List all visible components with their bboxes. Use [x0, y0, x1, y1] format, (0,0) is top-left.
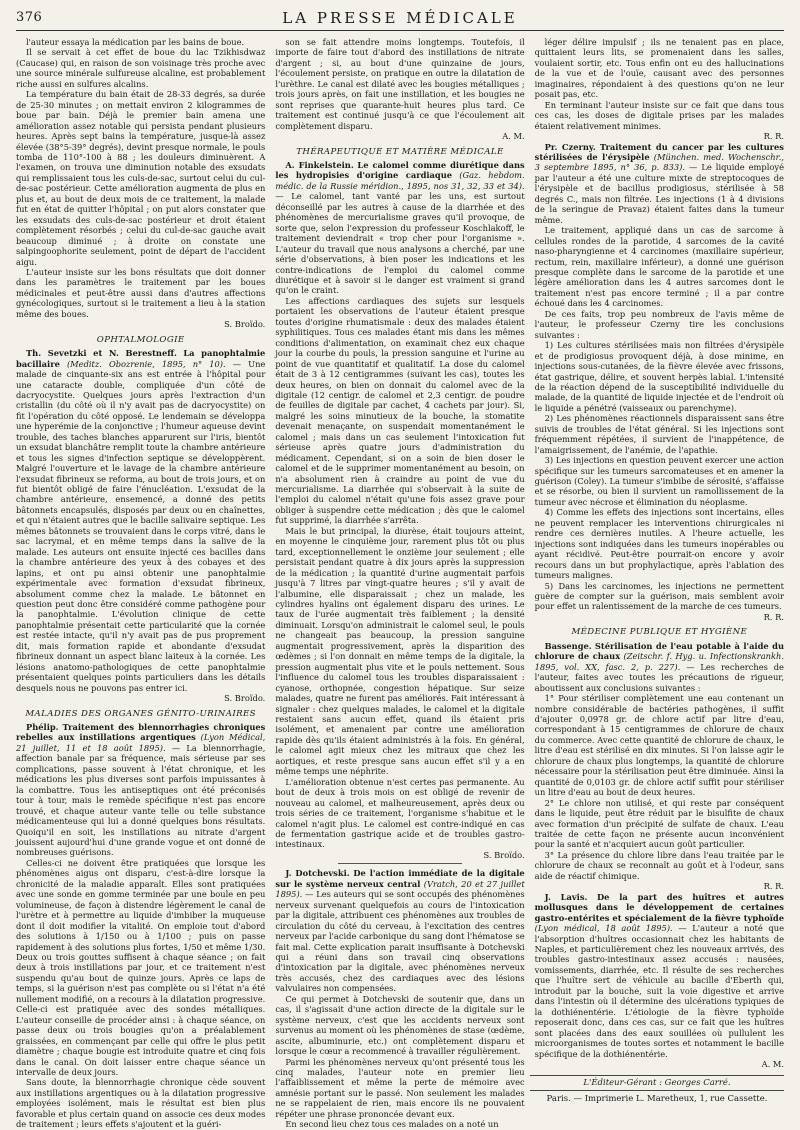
author-signature: A. M. — [761, 1058, 784, 1069]
article-author: Pr. Czerny. — [544, 141, 596, 152]
paragraph: Mais le but principal, la diurèse, était toujours atteint, en moyenne le cinquième jour, rarement plus tôt ou plus tard, exceptionnellement le onzième jour seulement ; elle persistait pendant quatre à dix jours après la suppression de la médication ; la quantité d'urine augmentait parfois jusqu'à 7 litres par vingt-quatre heures ; s'il y avait de l'albumine, elle disparaissait ; chez un malade, les cylindres hyalins ont également disparu des urines. Le taux de l'urée augmentait très faiblement ; la densité diminuait. Lorsqu'on administrait le calomel seul, le pouls ne changeait pas beaucoup, la pression sanguine augmentait progressivement, après la disparition des œdèmes ; si l'on donnait en même temps de la digitale, la pression augmentait plus vite et le pouls nettement. Sous l'influence du calomel tous les troubles disparaissaient : cyanose, orthopnée, congestion hépatique. Sur seize malades, quatre ne furent pas améliorés. Fait intéressant à signaler : chez quelques malades, le calomel et la digitale restaient sans aucun effet, quand ils étaient pris isolément, et amenaient par contre une amélioration rapide dès qu'ils étaient administrés à la fois. En général, le calomel agit mieux chez les mitraux que chez les aortiques, et reste presque sans aucun effet s'il y a en même temps une néphrite. — [275, 525, 525, 777]
section-heading: MALADIES DES ORGANES GÉNITO-URINAIRES — [25, 708, 256, 719]
article-author: Phélip. — [26, 722, 59, 732]
paragraph: 2) Les phénomènes réactionnels disparaissent sans être suivis de troubles de l'état général. Si les injections sont fréquemment répétées, il survient de l'inappétence, de l'amaigrissement, de l'anémie, de l'apathie. — [534, 413, 784, 455]
article-author: A. Finkelstein. — [285, 159, 354, 170]
editor-line: L'Éditeur-Gérant : Georges Carré. — [530, 1075, 784, 1091]
article-source: (Meditz. Obozrenie, 1895, n° 10). — [66, 358, 226, 369]
paragraph: En terminant l'auteur insiste sur ce fait que dans tous ces cas, les doses de digitale prises par les malades étaient relativement minimes. — [534, 99, 784, 131]
article-source: (München. med. Wochenschr., 3 septembre 1895, n° 36, p. 833). — [534, 151, 784, 173]
paragraph: La température du bain était de 28-33 degrés, sa durée de 25-30 minutes ; on mettait environ 2 kilogrammes de boue par bain. Déjà le premier bain amena une amélioration assez notable qui persista pendant plusieurs heures. Après sept bains la température, jusque-là assez élevée (38°5-39° degrés), devint presque normale, le pouls tomba de 110°-100 à 88 ; les douleurs diminuèrent. A l'examen, on trouva une diminution notable des exsudats qui remplissaient tous les culs-de-sac, surtout celui du cul-de-sac postérieur. Cette amélioration augmenta de plus en plus et, au bout de deux mois de ce traitement, la malade fut en état de quitter l'hôpital ; on put alors constater que les exsudats des culs-de-sac postérieur et droit étaient complètement résorbés ; celui du cul-de-sac gauche avait beaucoup diminué ; à droite on constate une salpingoophorite seulement, point de départ de l'accident aigu. — [16, 89, 266, 267]
article-title: Stérilisation de l'eau potable à l'aide du chlorure de chaux — [534, 640, 784, 662]
paragraph: De ces faits, trop peu nombreux de l'avis même de l'auteur, le professeur Czerny tire les conclusions suivantes : — [534, 308, 784, 340]
column-3 — [535, 37, 784, 1089]
page-number: 376 — [16, 10, 43, 25]
author-signature: R. R. — [763, 131, 784, 142]
article — [16, 348, 265, 693]
imprint-footer — [530, 1075, 784, 1104]
article-source: (Lyon médical, 18 août 1895). — [534, 923, 673, 934]
article-author: Th. Sevetzki et N. Berestneff. — [26, 348, 177, 359]
journal-title: LA PRESSE MÉDICALE — [282, 9, 518, 27]
author-signature: A. M. — [502, 131, 525, 142]
article-author: J. Dotchevski. — [285, 868, 350, 879]
column-2 — [275, 37, 525, 1130]
author-signature: S. Broïdo. — [224, 319, 266, 330]
paragraph: 5) Dans les carcinomes, les injections ne permettent guère de compter sur la guérison, mais semblent avoir pour effet un ralentissement de la marche de ces tumeurs. — [534, 580, 784, 612]
article-title: De la part des huîtres et autres mollusques dans le développement de certaines gastro-entérites et spécialement de la fièvre typhoïde — [534, 891, 784, 923]
article-body: — La blennorrhagie, affection banale par sa fréquence, mais sérieuse par ses complications, passe souvent à l'état chronique, et les médications les plus diverses sont parfois impuissantes à la combattre. Tous les antiseptiques ont été préconisés tour à tour, mais le remède spécifique n'est pas encore trouvé, et chaque auteur vante telle ou telle substance médicamenteuse qui lui a donné quelques bons résultats. Quoiqu'il en soit, les instillations au nitrate d'argent jouissent aujourd'hui d'une grande vogue et ont donné de nombreuses guérisons. — [16, 742, 266, 858]
article-title: Traitement des blennorrhagies chroniques rebelles aux instillations argentiques — [16, 722, 266, 743]
author-signature: R. R. — [763, 881, 784, 892]
article-body: — Les recherches de l'auteur, faites avec toutes les précautions de rigueur, aboutissent aux conclusions suivantes : — [534, 661, 784, 693]
article-body: — L'auteur a noté que l'absorption d'huîtres occasionnait chez les habitants de Naples, et particulièrement chez les nouveaux arrivés, des troubles gastro-intestinaux assez accusés : nausées, vomissements, diarrhée, etc. Il résulte de ses recherches que l'huître sert de véhicule au bacille d'Eberth qui, introduit par la bouche, suit la voie digestive et arrive dans l'intestin où il détermine des ulcérations typiques de la dothiénentérie. L'étiologie de la fièvre typhoïde reposerait donc, dans ces cas, sur ce fait que les huîtres sont placées dans des eaux souillées où pullulent les microorganismes de toutes sortes et notamment le bacille spécifique de la dothiénentérie. — [534, 923, 784, 1059]
article — [275, 868, 524, 993]
article-source: (Lyon Médical, 21 juillet, 11 et 18 août 1895). — [16, 732, 266, 753]
article — [535, 142, 784, 226]
author-signature: S. Broïdo. — [483, 849, 525, 860]
paragraph: Celles-ci ne doivent être pratiquées que lorsque les phénomènes aigus ont disparu, c'est-à-dire lorsque la chronicité de la maladie apparaît. Elles sont pratiquées avec une sonde en gomme terminée par une boule en peu volumineuse, de façon à distendre légèrement le canal de l'urètre et à permettre au liquide d'imbiber la muqueuse dont il doit modifier la vitalité. On emploie tout d'abord des solutions à 1/150 ou à 1/100 ; puis on passe rapidement à des solutions plus fortes, 1/50 et même 1/30. Deux ou trois gouttes suffisent à chaque séance ; on fait deux à trois instillations par jour, et ce traitement n'est suspendu qu'au bout de quinze jours. Après ce laps de temps, si la guérison n'est pas complète ou si l'état n'a été nullement modifié, on a recours à la dilatation progressive. Celle-ci est pratiquée avec des sondes métalliques. L'auteur conseille de procéder ainsi : à chaque séance, on passe deux ou trois bougies qu'on a préalablement graissées, en commençant par celle qui offre le plus petit diamètre ; chaque bougie est introduite quatre et cinq fois dans le canal. On doit laisser entre chaque séance un intervalle de deux jours. — [16, 857, 266, 1077]
paragraph: Il se servait à cet effet de boue du lac Tzikhisdwaz (Caucase) qui, en raison de son voisinage très proche avec une source minérale sulfureuse alcaline, est probablement riche aussi en sulfures alcalins. — [16, 47, 266, 89]
paragraph: 1) Les cultures stérilisées mais non filtrées d'érysipèle et de prodigiosus provoquent déjà, à dose minime, en injections sous-cutanées, de la fièvre élevée avec frissons, état gastrique, délire, et souvent herpès labial. L'intensité de la réaction dépend de la susceptibilité individuelle du malade, de la quantité de liquide injectée et de l'endroit où le liquide a pénétré (vaisseaux ou parenchyme). — [534, 340, 784, 413]
printer-line: Paris. — Imprimerie L. Maretheux, 1, rue Cassette. — [546, 1094, 768, 1104]
article-source: (Vratch, 20 et 27 juillet 1895). — [275, 878, 525, 900]
paragraph: L'amélioration obtenue n'est certes pas permanente. Au bout de deux à trois mois on est obligé de revenir de nouveau au calomel, et malheureusement, après deux ou trois séries de ce traitement, l'organisme s'habitue et le calomel n'agit plus. Le calomel est contre-indiqué en cas de fermentation gastrique acide et de troubles gastro-intestinaux. — [275, 776, 525, 850]
paragraph: Sans doute, la blennorrhagie chronique cède souvent aux instillations argentiques ou à la dilatation progressive employées isolément, mais le résultat est bien plus favorable et plus certain quand on associe ces deux modes de traitement ; leurs effets s'ajoutent et la guéri- — [16, 1077, 266, 1130]
article — [16, 722, 265, 858]
author-signature: S. Broïdo. — [224, 693, 266, 704]
paragraph: 3) Les injections en question peuvent exercer une action spécifique sur les tumeurs sarcomateuses et en amener la guérison (Coley). La tumeur s'imbibe de sérosité, s'affaisse et se résorbe, ou bien il survient un ramollissement de la tumeur avec nécrose et élimination du néoplasme. — [534, 455, 784, 507]
article — [535, 641, 784, 693]
paragraph: 2° Le chlore non utilisé, et qui reste par conséquent dans le liquide, peut être réduit par le bisulfite de chaux avec formation d'un précipité de sulfate de chaux. L'eau traitée de cette façon ne présente aucun inconvénient pour la santé et n'acquiert aucun goût particulier. — [534, 797, 784, 850]
article-body: — Les auteurs qui se sont occupés des phénomènes nerveux survenant quelquefois au cours de l'intoxication par la digitale, attribuent ces phénomènes aux troubles de circulation du côté du cerveau, à l'excitation des centres nerveux par l'acide carbonique du sang dont l'hématose se fait mal. Cette explication parait insuffisante à Dotchevski qui a réuni dans son travail cinq observations d'intoxication par la digitale, avec phénomènes nerveux très accusés, chez des cardiaques avec des lésions valvulaires non compensées. — [275, 889, 525, 994]
article-source: (Gaz. hebdom. médic. de la Russie méridion., 1895, nos 31, 32, 33 et 34). — [275, 170, 525, 191]
section-heading: THÉRAPEUTIQUE ET MATIÈRE MÉDICALE — [296, 146, 504, 157]
section-heading: MÉDECINE PUBLIQUE ET HYGIÈNE — [571, 627, 748, 638]
article-body: — Le calomel, tant vanté par les uns, est surtout déconseillé par les autres à cause de la diarrhée et des phénomènes de mercurialisme graves qu'il provoque, de sorte que, selon l'expression du professeur Koschlakoff, le traitement deviendrait « trop cher pour l'organisme ». L'auteur du travail que nous analysons a cherché, par une série d'observations, à bien poser les indications et les contre-indications de l'emploi du calomel comme diurétique et à savoir si le danger est vraiment si grand qu'on le craint. — [275, 191, 525, 296]
paragraph: son se fait attendre moins longtemps. Toutefois, il importe de faire tout d'abord des instillations de nitrate d'argent ; si, au bout d'une quinzaine de jours, l'écoulement persiste, on pratique en outre la dilatation de l'urèthre. Le canal est dilaté avec les bougies métalliques ; trois jours après, on fait une instillation, et les bougies ne sont reprises que quarante-huit heures plus tard. Ce traitement est continué jusqu'à ce que l'écoulement ait complètement disparu. — [275, 37, 525, 131]
author-signature: R. R. — [763, 611, 784, 622]
article-title: La panophtalmie bacillaire — [16, 348, 266, 369]
article-body: — Le liquide employé par l'auteur a été une culture mixte de streptocoques de l'érysipèle et de bacillus prodigiosus, stérilisée à 58 degrés C., mais non filtrée. Les injections (1 à 4 divisions de la seringue de Pravaz) étaient faites dans la tumeur même. — [534, 162, 784, 225]
paragraph: 3° La présence du chlore libre dans l'eau traitée par le chlorure de chaux se reconnaît au goût et à l'odeur, sans aide de réactif chimique. — [534, 849, 784, 881]
article-title: Traitement du cancer par les cultures stérilisées de l'érysipèle — [534, 141, 784, 162]
divider — [338, 863, 463, 864]
article-author: J. Lavis. — [544, 891, 588, 902]
paragraph: Parmi les phénomènes nerveux qu'ont présenté tous les cinq malades, l'auteur note en premier lieu l'affaiblissement et même la perte de mémoire avec amnésie portant sur le passé. Non seulement les malades ne se rappelaient de rien, mais encore ils ne pouvaient répéter une phrase prononcée devant eux. — [275, 1056, 525, 1119]
paragraph: l'auteur essaya la médication par les bains de boue. — [26, 37, 245, 47]
article-source: (Zeitschr. f. Hyg. u. Infectionskrankh. 1895, vol. XX, fasc. 2, p. 227). — [534, 651, 784, 672]
article-body: — Une malade de cinquante-six ans est entrée à l'hôpital pour une cataracte double, compliquée d'un côté de dacryocystite. Quelques jours après l'extraction d'un cristallin (du côté où il n'y avait pas de dacryocystite) on fit l'opération du côté opposé. Le lendemain se développa une hyperémie de la conjonctive ; l'humeur aqueuse devint trouble, des taches blanches apparurent sur l'iris, bientôt un exsudat blanchâtre remplit toute la chambre antérieure et tous les signes d'infection septique se développèrent. Malgré l'ouverture et le lavage de la chambre antérieure l'exsudat fibrineux se reforma, au bout de trois jours, et on fut bientôt obligé de faire l'énucléation. L'exsudat de la chambre antérieure, ensemencé, a donné des petits bâtonnets encapsulés, disposés par deux ou en chaînettes, et qui n'étaient autres que le bacille salivaire septique. Les mêmes bâtonnets se trouvaient dans le corps vitré, dans le sac lacrymal, et en même temps dans la salive de la malade. Les auteurs ont ensuite injecté ces bacilles dans la chambre antérieure des yeux à des cobayes et des lapins, et ont pu ainsi obtenir une panophtalmie expérimentale avec formation d'exsudat fibrineux, absolument comme chez la malade. Le bâtonnet en question peut donc être considéré comme pathogène pour la panophtalmie. L'évolution clinique de cette panophtalmie présentait cette particularité que la cornée est restée intacte, qu'il n'y avait pas de pus proprement dit, mais formation rapide et abondante d'exsudat fibrineux donnant un aspect blanc laiteux à la cornée. Les lésions anatomo-pathologiques de cette panophtalmie présentaient quelques points particuliers dans les détails desquels nous ne pouvons pas entrer ici. — [16, 358, 266, 693]
paragraph: En second lieu chez tous ces malades on a noté un — [285, 1119, 499, 1130]
column-1 — [16, 37, 266, 1130]
section-heading: OPHTALMOLOGIE — [96, 334, 185, 345]
paragraph: Ce qui permet à Dotchevski de soutenir que, dans un cas, il s'agissait d'une action directe de la digitale sur le système nerveux, c'est que les accidents nerveux sont survenus au moment où les phénomènes de stase (œdème, ascite, albuminurie, etc.) ont complètement disparu et lorsque le cœur a recommencé à travailler régulièrement. — [275, 993, 525, 1057]
paragraph: 4) Comme les effets des injections sont incertains, elles ne peuvent remplacer les interventions chirurgicales ni rendre ces dernières inutiles. A l'heure actuelle, les injections sont indiquées dans les tumeurs inopérables ou ayant récidivé. Peut-être pourrait-on encore y avoir recours dans un but prophylactique, après l'ablation des tumeurs malignes. — [534, 507, 784, 581]
paragraph: L'auteur insiste sur les bons résultats que doit donner dans les paramètres le traitement par les boues médicinales et peut-être aussi dans d'autres affections gynécologiques, surtout si le traitement a lieu à la station même des boues. — [16, 266, 266, 319]
article — [535, 892, 784, 1059]
article — [275, 160, 524, 296]
paragraph: léger délire impulsif ; ils ne tenaient pas en place, quittaient leurs lits, se promenaient dans les salles, voulaient sortir, etc. Tous enfin ont eu des hallucinations de la vue et de l'ouïe, causant avec des personnes imaginaires, répondaient à des questions qu'on ne leur posait pas, etc. — [534, 37, 784, 100]
paragraph: 1° Pour stériliser complètement une eau contenant un nombre considérable de bactéries pathogènes, il suffit d'ajouter 0,0978 gr. de chlore actif par litre d'eau, correspondant à 15 centigrammes de chlorure de chaux du commerce. Avec cette quantité de chlorure de chaux, le litre d'eau est stérilisé en dix minutes. Si l'on laisse agir le chlorure de chaux plus longtemps, la quantité de chlorure nécessaire pour la stérilisation peut être diminuée. Ainsi la quantité de 0,0103 gr. de chlore actif suffit pour stériliser un litre d'eau au bout de deux heures. — [534, 693, 784, 798]
article-title: Le calomel comme diurétique dans les hydropisies d'origine cardiaque — [275, 159, 525, 181]
paragraph: Le traitement, appliqué dans un cas de sarcome à cellules rondes de la parotide, 4 sarcomes de la cavité naso-pharyngienne et 4 carcinomes (maxillaire supérieur, rectum, rein, maxillaire inférieur), a donné une guérison presque complète dans le sarcome de la parotide et une légère amélioration dans les 4 autres sarcomes dont le traitement n'est pas encore terminé ; il a par contre échoué dans les 4 carcinomes. — [534, 225, 784, 309]
article-author: Bassenge. — [544, 640, 592, 651]
paragraph: Les affections cardiaques des sujets sur lesquels portaient les observations de l'auteur étaient presque toutes d'origine rhumatismale : deux des malades étaient syphilitiques. Tous ces malades étant mis dans les mêmes conditions d'alimentation, on examinait chez eux chaque jour la courbe du pouls, la pression sanguine et l'urine au point de vue quantitatif et qualitatif. La dose du calomel était de 3 à 12 centigrammes (suivant les cas), toutes les deux heures, on bien on donnait du calomel avec de la digitale (12 centigr. de calomel et 2,3 centigr. de poudre de feuilles de digitale par cachet, 4 cachets par jour). Si, malgré les soins minutieux de la bouche, la stomatite devenait menaçante, on suspendait momentanément le calomel ; mais dans un cas seulement l'intoxication fut sérieuse après quatre jours d'administration du médicament. Cependant, si on a soin de bien doser le calomel et de le supprimer momentanément au besoin, on n'a absolument rien à craindre au point de vue du mercurialisme. La diarrhée qui s'observait à la suite de l'emploi du calomel n'était qu'une fois assez grave pour obliger à suspendre cette médication ; dès que le calomel fut supprimé, la diarrhée s'arrêta. — [275, 295, 525, 526]
article-title: De l'action immédiate de la digitale sur le système nerveux central — [275, 868, 525, 889]
masthead — [16, 8, 784, 31]
